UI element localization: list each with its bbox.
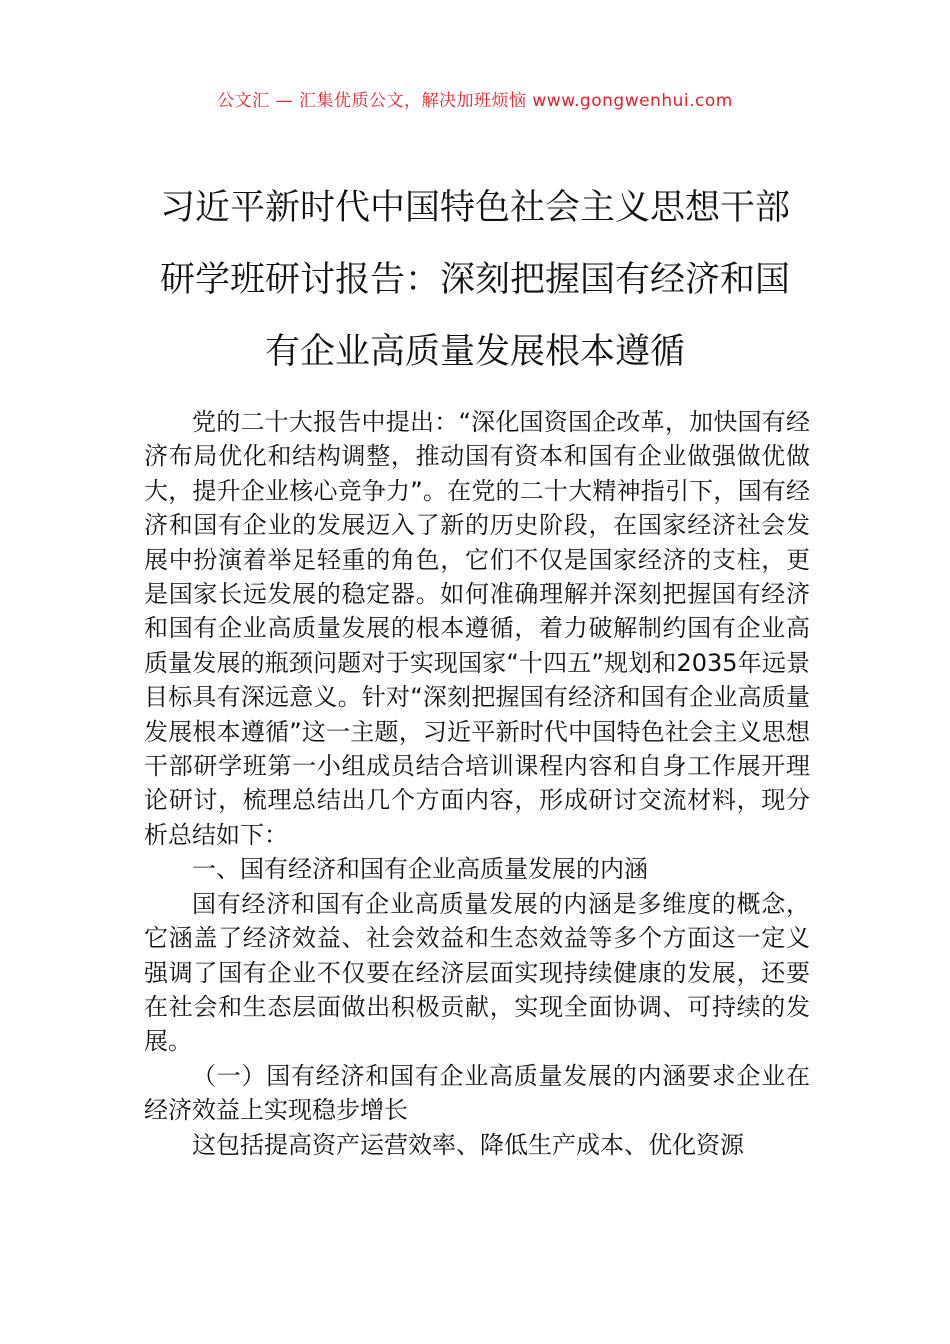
document-title [120,172,830,388]
document-body [144,405,810,1162]
subsection-1-paragraph: 这包括提高资产运营效率、降低生产成本、优化资源 [192,1130,744,1159]
intro-paragraph: 党的二十大报告中提出：“深化国资国企改革，加快国有经济布局优化和结构调整，推动国有资本和国有企业做强做优做大，提升企业核心竞争力”。在党的二十大精神指引下，国有经济和国有企业的发展迈入了新的历史阶段，在国家经济社会发展中扮演着举足轻重的角色，它们不仅是国家经济的支柱，更是国家长远发展的稳定器。如何准确理解并深刻把握国有经济和国有企业高质量发展的根本遵循，着力破解制约国有企业高质量发展的瓶颈问题对于实现国家“十四五”规划和2035年远景目标具有深远意义。针对“深刻把握国有经济和国有企业高质量发展根本遵循”这一主题，习近平新时代中国特色社会主义思想干部研学班第一小组成员结合培训课程内容和自身工作展开理论研讨，梳理总结出几个方面内容，形成研讨交流材料，现分析总结如下： [144,408,810,849]
section-heading-1: 一、国有经济和国有企业高质量发展的内涵 [192,855,648,884]
section-1-paragraph: 国有经济和国有企业高质量发展的内涵是多维度的概念，它涵盖了经济效益、社会效益和生态效益等多个方面这一定义强调了国有企业不仅要在经济层面实现持续健康的发展，还要在社会和生态层面做出积极贡献，实现全面协调、可持续的发展。 [144,889,810,1056]
title-line-3: 有企业高质量发展根本遵循 [264,332,685,372]
title-line-1: 习近平新时代中国特色社会主义思想干部 [159,188,790,228]
subsection-heading-1: （一）国有经济和国有企业高质量发展的内涵要求企业在经济效益上实现稳步增长 [144,1061,810,1125]
header-banner: 公文汇 — 汇集优质公文，解决加班烦恼 www.gongwenhui.com [217,91,733,111]
title-line-2: 研学班研讨报告：深刻把握国有经济和国 [159,260,790,300]
